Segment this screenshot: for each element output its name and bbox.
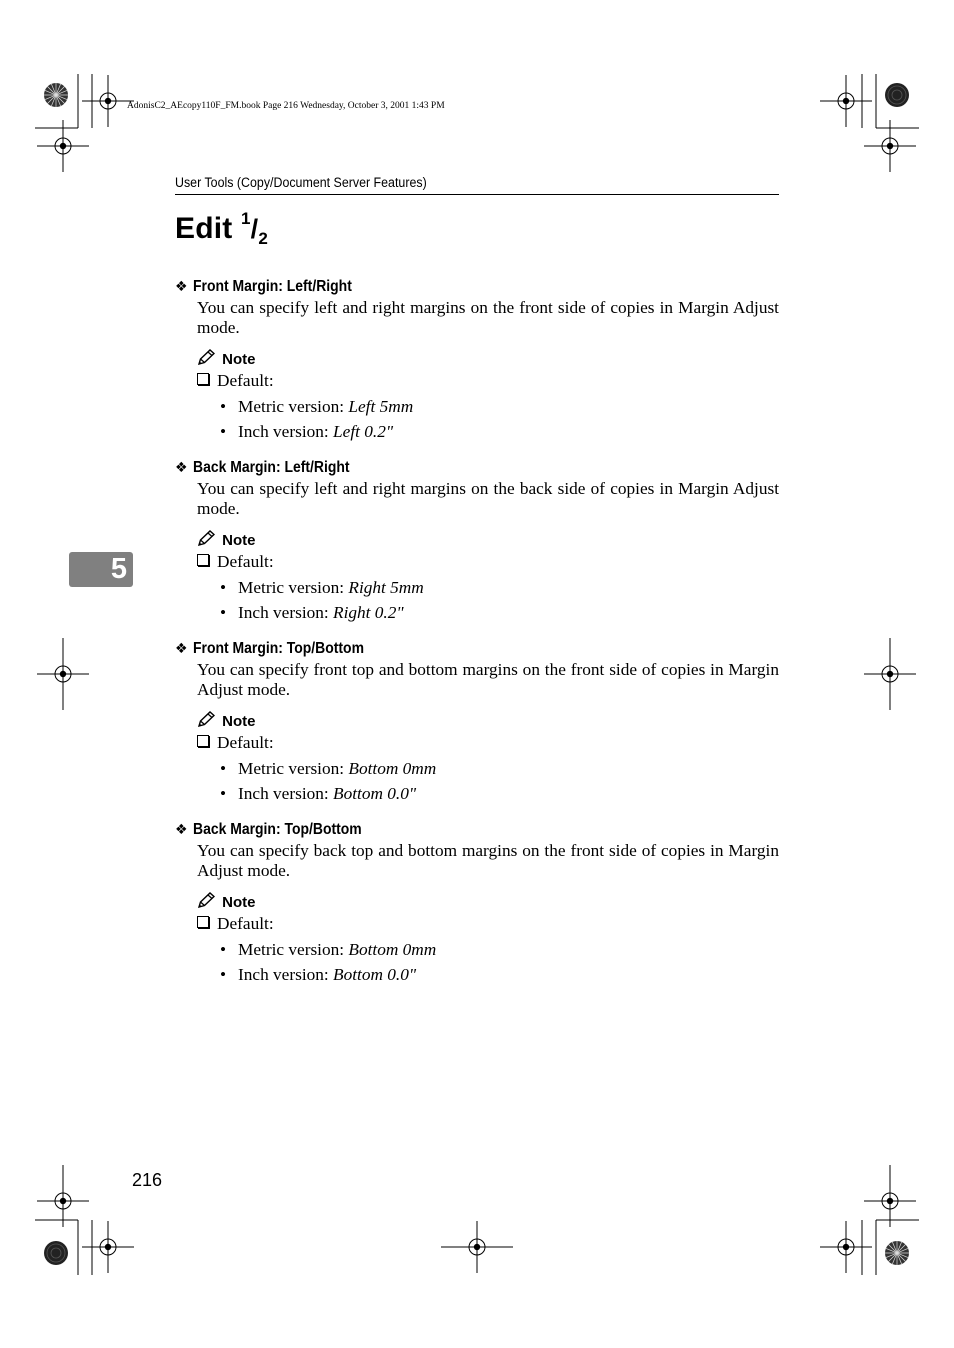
note-label-text: Note: [222, 894, 256, 911]
bullet-dot-icon: •: [220, 784, 227, 803]
bullet-label: Metric version:: [238, 940, 349, 959]
section-heading: [175, 821, 380, 839]
bullet-dot-icon: •: [220, 940, 227, 959]
print-slug: AdonisC2_AEcopy110F_FM.book Page 216 Wednesday, October 3, 2001 1:43 PM: [127, 101, 445, 111]
bullet-value: Right 0.2": [333, 603, 404, 622]
bullet-dot-icon: •: [220, 422, 227, 441]
list-item: [220, 422, 393, 442]
note-pencil-icon: [197, 711, 215, 727]
bullet-value: Bottom 0.0": [333, 784, 417, 803]
bullet-dot-icon: •: [220, 397, 227, 416]
bullet-dot-icon: •: [220, 578, 227, 597]
default-item: [197, 914, 274, 934]
bullet-label: Inch version:: [238, 603, 334, 622]
bullet-label: Metric version:: [238, 759, 349, 778]
default-label: Default:: [217, 914, 274, 933]
diamond-bullet-icon: ❖: [175, 821, 188, 837]
section-body: You can specify left and right margins on the front side of copies in Margin Adjust mode.: [197, 298, 779, 337]
default-item: [197, 552, 274, 572]
bullet-value: Right 5mm: [348, 578, 424, 597]
checkbox-square-icon: [197, 916, 209, 928]
section-body: You can specify left and right margins on the back side of copies in Margin Adjust mode.: [197, 479, 779, 518]
default-item: [197, 733, 274, 753]
list-item: [220, 578, 424, 598]
section-heading: [175, 640, 383, 658]
bullet-label: Metric version:: [238, 578, 349, 597]
list-item: [220, 784, 416, 804]
note-label: [197, 530, 256, 549]
note-label-text: Note: [222, 532, 256, 549]
bullet-value: Bottom 0mm: [348, 759, 437, 778]
default-label: Default:: [217, 552, 274, 571]
bullet-dot-icon: •: [220, 965, 227, 984]
note-label-text: Note: [222, 713, 256, 730]
checkbox-square-icon: [197, 735, 209, 747]
section-heading-text: Back Margin: Top/Bottom: [193, 821, 362, 838]
note-label: [197, 349, 256, 368]
checkbox-square-icon: [197, 373, 209, 385]
section-heading-text: Front Margin: Top/Bottom: [193, 640, 364, 657]
bullet-label: Metric version:: [238, 397, 349, 416]
running-head: [175, 174, 779, 195]
checkbox-square-icon: [197, 554, 209, 566]
note-label: [197, 892, 256, 911]
bullet-dot-icon: •: [220, 759, 227, 778]
note-label: [197, 711, 256, 730]
section-heading-text: Front Margin: Left/Right: [193, 278, 352, 295]
page-title: [175, 209, 268, 249]
diamond-bullet-icon: ❖: [175, 459, 188, 475]
chapter-tab-number: [69, 552, 133, 587]
note-pencil-icon: [197, 892, 215, 908]
list-item: [220, 397, 413, 417]
bullet-label: Inch version:: [238, 422, 334, 441]
section-body: You can specify front top and bottom margins on the front side of copies in Margin Adjust mode.: [197, 660, 779, 699]
bullet-value: Left 0.2": [333, 422, 394, 441]
chapter-tab-label: 5: [110, 553, 127, 585]
diamond-bullet-icon: ❖: [175, 278, 188, 294]
default-label: Default:: [217, 371, 274, 390]
page-title-text: Edit: [175, 212, 241, 245]
note-pencil-icon: [197, 349, 215, 365]
section-heading-text: Back Margin: Left/Right: [193, 459, 350, 476]
section-body: You can specify back top and bottom margins on the front side of copies in Margin Adjust mode.: [197, 841, 779, 880]
list-item: [220, 965, 416, 985]
list-item: [220, 603, 404, 623]
running-head-text: User Tools (Copy/Document Server Features): [175, 175, 427, 190]
section-heading: [175, 278, 370, 296]
bullet-value: Bottom 0mm: [348, 940, 437, 959]
page-title-slash: /: [250, 214, 259, 244]
bullet-label: Inch version:: [238, 784, 334, 803]
page-title-subscript: 2: [258, 229, 269, 248]
diamond-bullet-icon: ❖: [175, 640, 188, 656]
note-label-text: Note: [222, 351, 256, 368]
default-item: [197, 371, 274, 391]
section-heading: [175, 459, 367, 477]
bullet-dot-icon: •: [220, 603, 227, 622]
bullet-label: Inch version:: [238, 965, 334, 984]
bullet-value: Left 5mm: [348, 397, 414, 416]
page-title-superscript: 1: [241, 209, 251, 228]
list-item: [220, 940, 436, 960]
note-pencil-icon: [197, 530, 215, 546]
default-label: Default:: [217, 733, 274, 752]
bullet-value: Bottom 0.0": [333, 965, 417, 984]
page-number: 216: [132, 1170, 163, 1190]
list-item: [220, 759, 436, 779]
